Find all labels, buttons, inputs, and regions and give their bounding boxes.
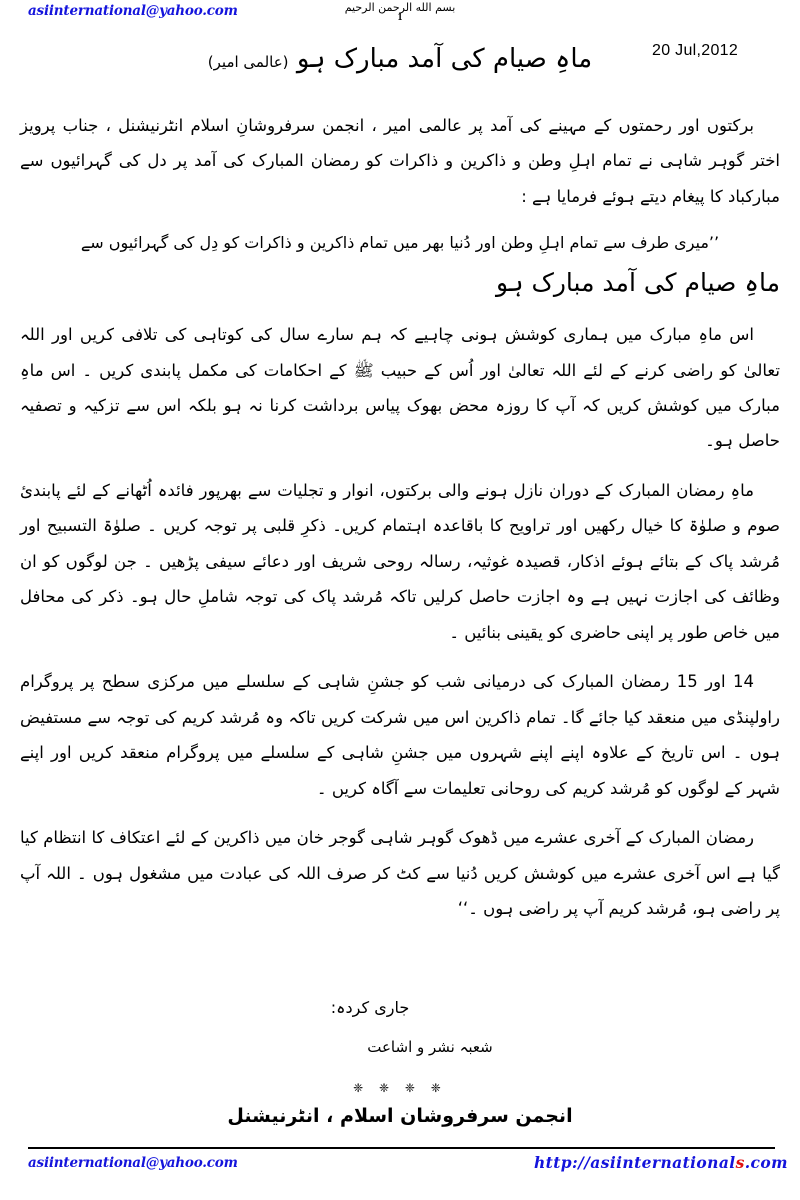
body-paragraph-2: ماہِ رمضان المبارک کے دوران نازل ہونے والی برکتوں، انوار و تجلیات سے بھرپور فائدہ اُٹھانے کے لئے پابندیٔ صوم و صلوٰۃ کا خیال رکھیں اور تراویح کا باقاعدہ اہتمام کریں۔ ذکرِ قلبی پر توجہ کریں ۔ صلوٰۃ التسبیح اور مُرشد پاک کے بتائے ہوئے اذکار، قصیدہ غوثیہ، رسالہ روحی شریف اور دعائے سیفی پڑھیں ۔ جن لوگوں کو ان وظائف کی اجازت نہیں ہے وہ اجازت حاصل کرلیں تاکہ مُرشد پاک کی توجہ شاملِ حال ہو۔ ذکر کی محافل میں خاص طور پر اپنی حاضری کو یقینی بنائیں ۔ — [20, 480, 780, 642]
quote-opening-line: ’’میری طرف سے تمام اہلِ وطن اور دُنیا بھر میں تمام ذاکرین و ذاکرات کو دِل کی گہرائیوں سے — [80, 233, 720, 253]
body-paragraph-4: رمضان المبارک کے آخری عشرے میں ڈھوک گوہر شاہی گوجر خان میں ذاکرین کے لئے اعتکاف کا انتظام کیا گیا ہے اس آخری عشرے میں کوشش کریں دُنیا سے کٹ کر صرف اللہ کی عبادت میں مشغول ہوں ۔ اللہ آپ پر راضی ہو، مُرشد کریم آپ پر راضی ہوں ۔‘‘ — [20, 828, 780, 919]
page-title-text: ماہِ صیام کی آمد مبارک ہو — [296, 44, 593, 74]
header-email-address[interactable]: asiinternational@yahoo.com — [28, 3, 238, 19]
issuing-department: شعبہ نشر و اشاعت — [367, 1037, 493, 1056]
bismillah-line — [0, 2, 800, 23]
body-paragraph-1: اس ماہِ مبارک میں ہماری کوشش ہونی چاہیے کہ ہم سارے سال کی کوتاہی کی تلافی کریں اور اللہ تعالیٰ کو راضی کرنے کے لئے اللہ تعالیٰ اور اُس کے حبیب ﷺ کے احکامات کی مکمل پابندی کریں ۔ اس ماہِ مبارک میں کوشش کریں کہ آپ کا روزہ محض بھوک پیاس برداشت کرنا نہ ہو بلکہ اس سے تزکیہ و تصفیہ حاصل ہو۔ — [20, 325, 780, 451]
footer-divider — [28, 1147, 775, 1149]
organization-name: انجمن سرفروشان اسلام ، انٹرنیشنل — [227, 1104, 573, 1127]
footer-url-accent-letter: s — [735, 1153, 745, 1172]
issued-by-label: جاری کردہ: — [330, 998, 410, 1017]
page-title — [0, 40, 800, 79]
intro-paragraph: برکتوں اور رحمتوں کے مہینے کی آمد پر عالمی امیر ، انجمن سرفروشانِ اسلام انٹرنیشنل ، جناب پرویز اختر گوہر شاہی نے تمام اہلِ وطن و ذاکرین و ذاکرات کو رمضان المبارک کی آمد پر دل کی گہرائیوں سے مبارکباد کا پیغام دیتے ہوئے فرمایا ہے : — [20, 116, 780, 206]
footer-url-prefix: http://asiinternational — [534, 1153, 736, 1172]
document-body — [20, 108, 780, 941]
bismillah-text: بسم الله الرحمن الرحيم — [344, 1, 456, 14]
ornament-divider-icon: ❈ ❈ ❈ ❈ — [353, 1080, 447, 1095]
document-date: 20 Jul,2012 — [652, 42, 739, 59]
footer-url-suffix: .com — [744, 1153, 788, 1172]
footer-email-address[interactable]: asiinternational@yahoo.com — [28, 1155, 238, 1171]
closing-block — [0, 995, 800, 1127]
footer-website-url[interactable] — [534, 1153, 788, 1172]
page-title-qualifier: (عالمی امیر) — [207, 53, 289, 71]
body-paragraph-3: 14 اور 15 رمضان المبارک کی درمیانی شب کو جشنِ شاہی کے سلسلے میں مرکزی سطح پر پروگرام راولپنڈی میں منعقد کیا جائے گا۔ تمام ذاکرین اس میں شرکت کریں تاکہ وہ مُرشد کریم کی توجہ سے مستفیض ہوں ۔ اس تاریخ کے علاوہ اپنے اپنے شہروں میں جشنِ شاہی کے سلسلے میں پروگرام منعقد کریں اور اپنے شہر کے لوگوں کو مُرشد کریم کی روحانی تعلیمات سے آگاہ کریں ۔ — [20, 672, 780, 798]
inner-heading: ماہِ صیام کی آمد مبارک ہو — [495, 267, 780, 297]
page-number-marker: 1 — [397, 11, 403, 23]
